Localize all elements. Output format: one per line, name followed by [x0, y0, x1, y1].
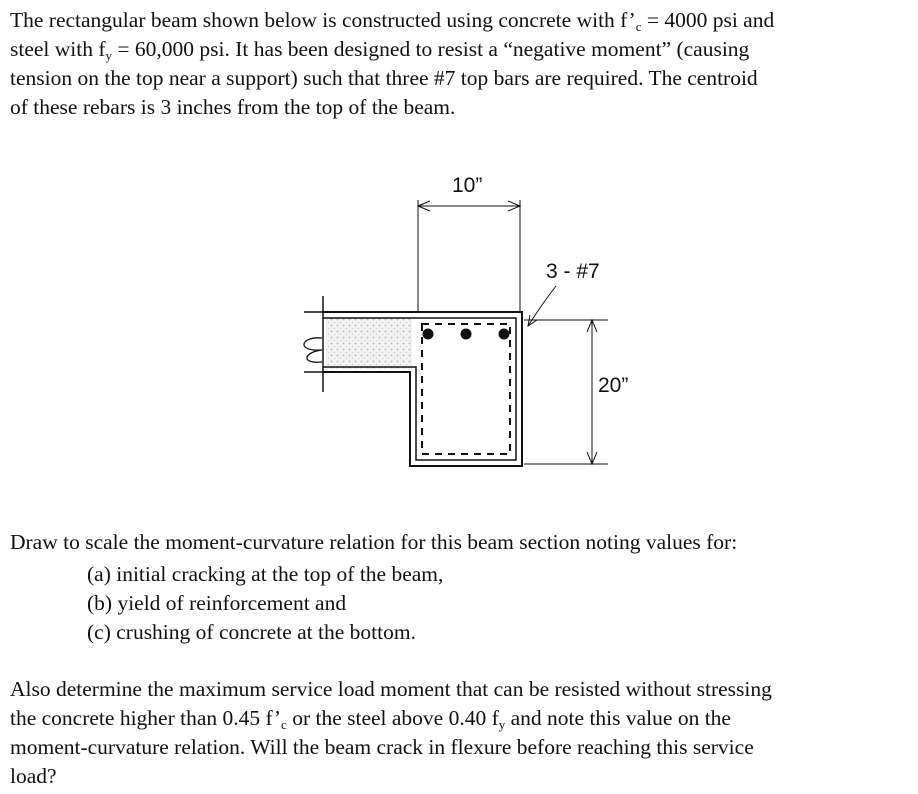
- intro-line-4: of these rebars is 3 inches from the top of the beam.: [10, 95, 456, 119]
- rebar: [499, 329, 510, 340]
- break-symbol: [304, 338, 322, 362]
- rebar: [423, 329, 434, 340]
- task-list: [87, 560, 918, 647]
- width-label: 10”: [452, 174, 483, 197]
- task-item: (c) crushing of concrete at the bottom.: [87, 620, 416, 644]
- task-item: (a) initial cracking at the top of the beam,: [87, 562, 444, 586]
- depth-label: 20”: [598, 374, 629, 397]
- stirrup: [422, 324, 510, 454]
- task-prompt-text: Draw to scale the moment-curvature relation for this beam section noting values for:: [10, 530, 738, 554]
- intro-line-1: The rectangular beam shown below is constructed using concrete with $f’_c = 4000$ psi and: [10, 8, 775, 34]
- intro-line-3: tension on the top near a support) such that three #7 top bars are required. The centroid: [10, 66, 758, 90]
- final-line-2: the concrete higher than 0.45 $f’_c$ or the steel above 0.40 $f_y$ and note this value on the: [10, 706, 731, 732]
- final-line-3: moment-curvature relation. Will the beam crack in flexure before reaching this service: [10, 735, 754, 759]
- intro-line-2: steel with $f_y = 60,000$ psi. It has been designed to resist a “negative moment” (causing: [10, 37, 750, 63]
- service-load-question: [10, 675, 910, 791]
- slab-concrete: [326, 318, 412, 369]
- rebar-label: 3 - #7: [546, 260, 600, 283]
- final-line-4: load?: [10, 764, 57, 788]
- rebar: [461, 329, 472, 340]
- task-item: (b) yield of reinforcement and: [87, 591, 347, 615]
- task-prompt: [10, 528, 910, 557]
- final-line-1: Also determine the maximum service load moment that can be resisted without stressing: [10, 677, 772, 701]
